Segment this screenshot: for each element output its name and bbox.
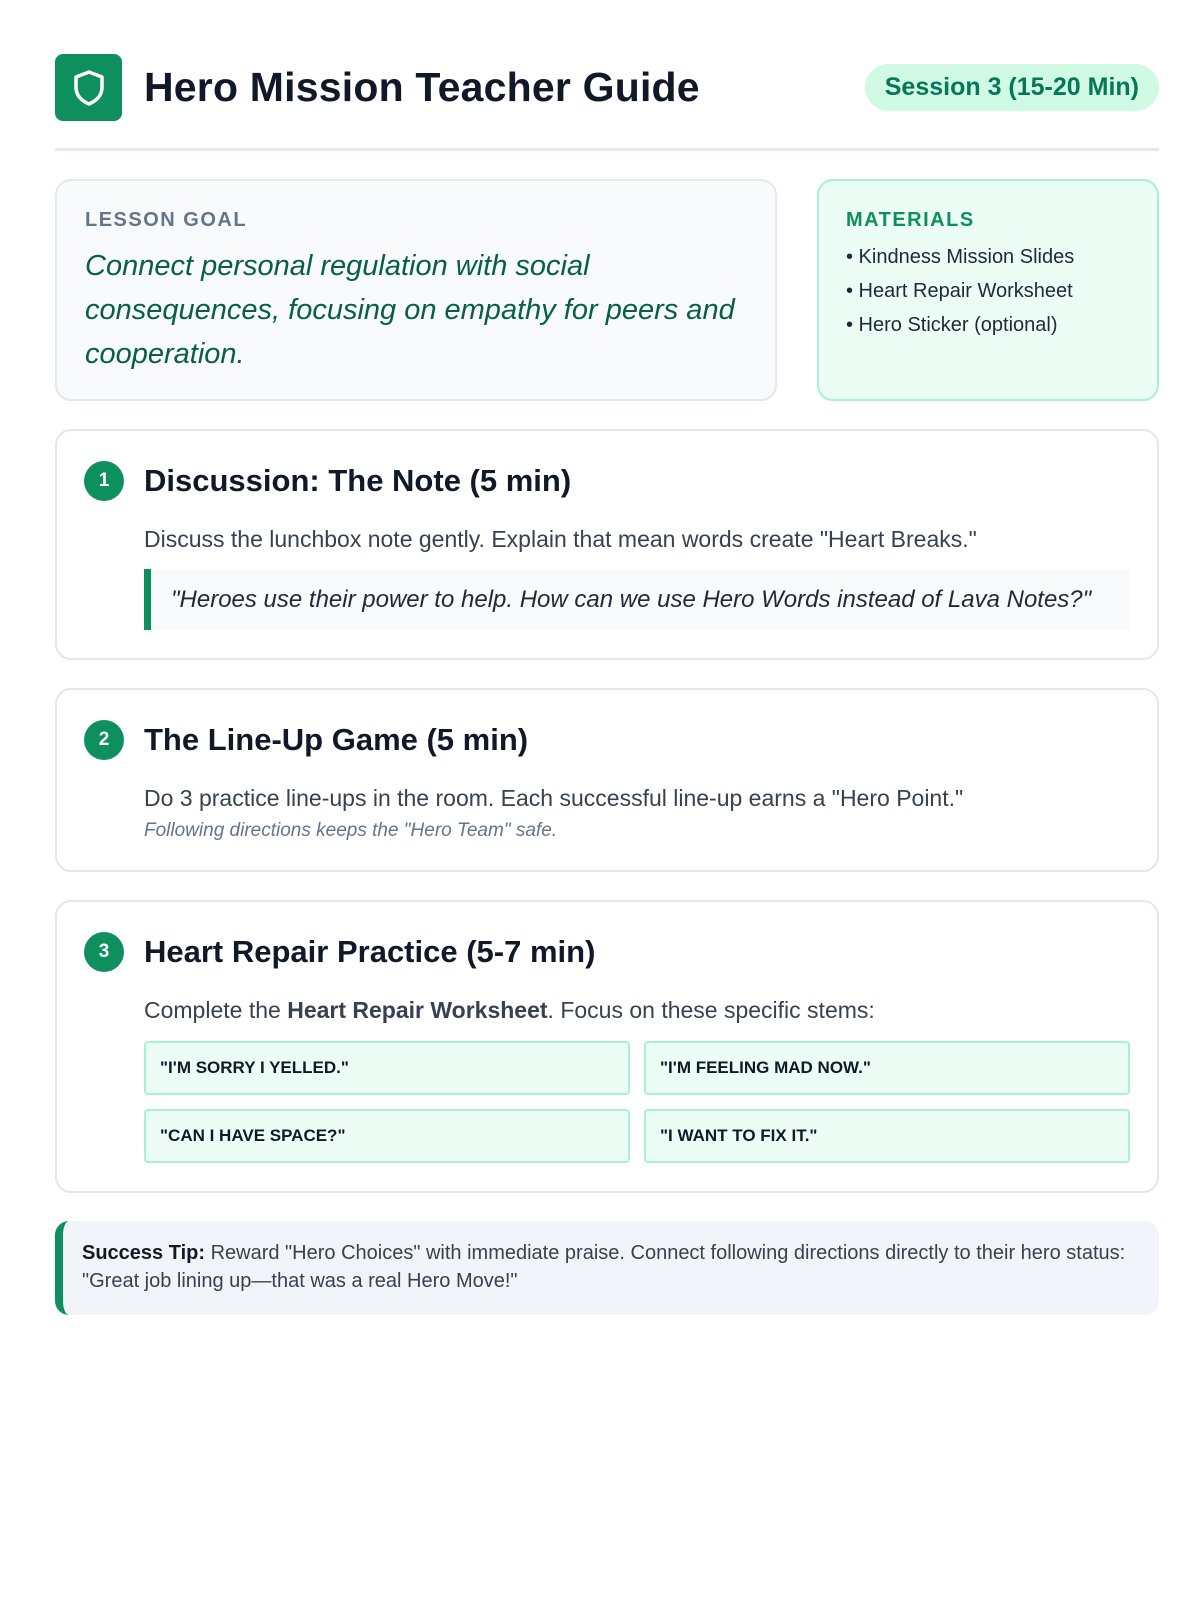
step-body	[144, 523, 1130, 630]
step-title: The Line-Up Game (5 min)	[144, 722, 529, 757]
lesson-goal-label: LESSON GOAL	[85, 209, 248, 231]
step-title: Heart Repair Practice (5-7 min)	[144, 934, 596, 969]
step-description	[144, 994, 1130, 1026]
step-number-badge: 2	[84, 720, 124, 760]
teacher-guide-page	[55, 54, 1159, 1315]
materials-item: • Kindness Mission Slides	[846, 246, 1075, 268]
step-description: Do 3 practice line-ups in the room. Each successful line-up earns a "Hero Point."	[144, 785, 964, 811]
success-tip-text: Reward "Hero Choices" with immediate praise. Connect following directions directly to their hero status: "Great job lining up—that was a real Hero Move!"	[82, 1242, 1126, 1292]
materials-label: MATERIALS	[846, 209, 975, 231]
header	[55, 54, 1159, 121]
stem-card: "I WANT TO FIX IT."	[644, 1109, 1130, 1163]
step-title: Discussion: The Note (5 min)	[144, 463, 572, 498]
step-number-badge: 3	[84, 932, 124, 972]
step-body	[144, 994, 1130, 1163]
success-tip	[55, 1221, 1159, 1315]
step-body	[144, 782, 1130, 842]
step-description-end: . Focus on these specific stems:	[547, 997, 875, 1023]
step-note: Following directions keeps the "Hero Team" safe.	[144, 820, 558, 841]
step-card-3	[55, 900, 1159, 1193]
materials-item: • Hero Sticker (optional)	[846, 314, 1058, 336]
stem-card: "I'M SORRY I YELLED."	[144, 1041, 630, 1095]
step-description-start: Complete the	[144, 997, 288, 1023]
stems-grid	[144, 1041, 1130, 1163]
step-header	[84, 932, 1130, 972]
step-card-1	[55, 429, 1159, 660]
materials-list	[846, 240, 1130, 342]
step-description: Discuss the lunchbox note gently. Explain that mean words create "Heart Breaks."	[144, 526, 977, 552]
step-header	[84, 720, 1130, 760]
success-tip-label: Success Tip:	[82, 1242, 206, 1264]
session-badge: Session 3 (15-20 Min)	[865, 64, 1159, 111]
materials-box	[817, 179, 1159, 401]
materials-item: • Heart Repair Worksheet	[846, 280, 1073, 302]
stem-card: "I'M FEELING MAD NOW."	[644, 1041, 1130, 1095]
step-header	[84, 461, 1130, 501]
step-card-2	[55, 688, 1159, 872]
header-divider	[55, 148, 1159, 151]
header-title-group	[55, 54, 700, 121]
worksheet-name: Heart Repair Worksheet	[287, 997, 548, 1023]
page-title: Hero Mission Teacher Guide	[144, 64, 700, 110]
stem-card: "CAN I HAVE SPACE?"	[144, 1109, 630, 1163]
step-quote: "Heroes use their power to help. How can we use Hero Words instead of Lava Notes?"	[144, 569, 1130, 630]
lesson-goal-text: Connect personal regulation with social consequences, focusing on empathy for peers and cooperation.	[85, 250, 735, 370]
shield-icon	[55, 54, 122, 121]
lesson-goal-box	[55, 179, 777, 401]
step-number-badge: 1	[84, 461, 124, 501]
overview-row	[55, 179, 1159, 401]
